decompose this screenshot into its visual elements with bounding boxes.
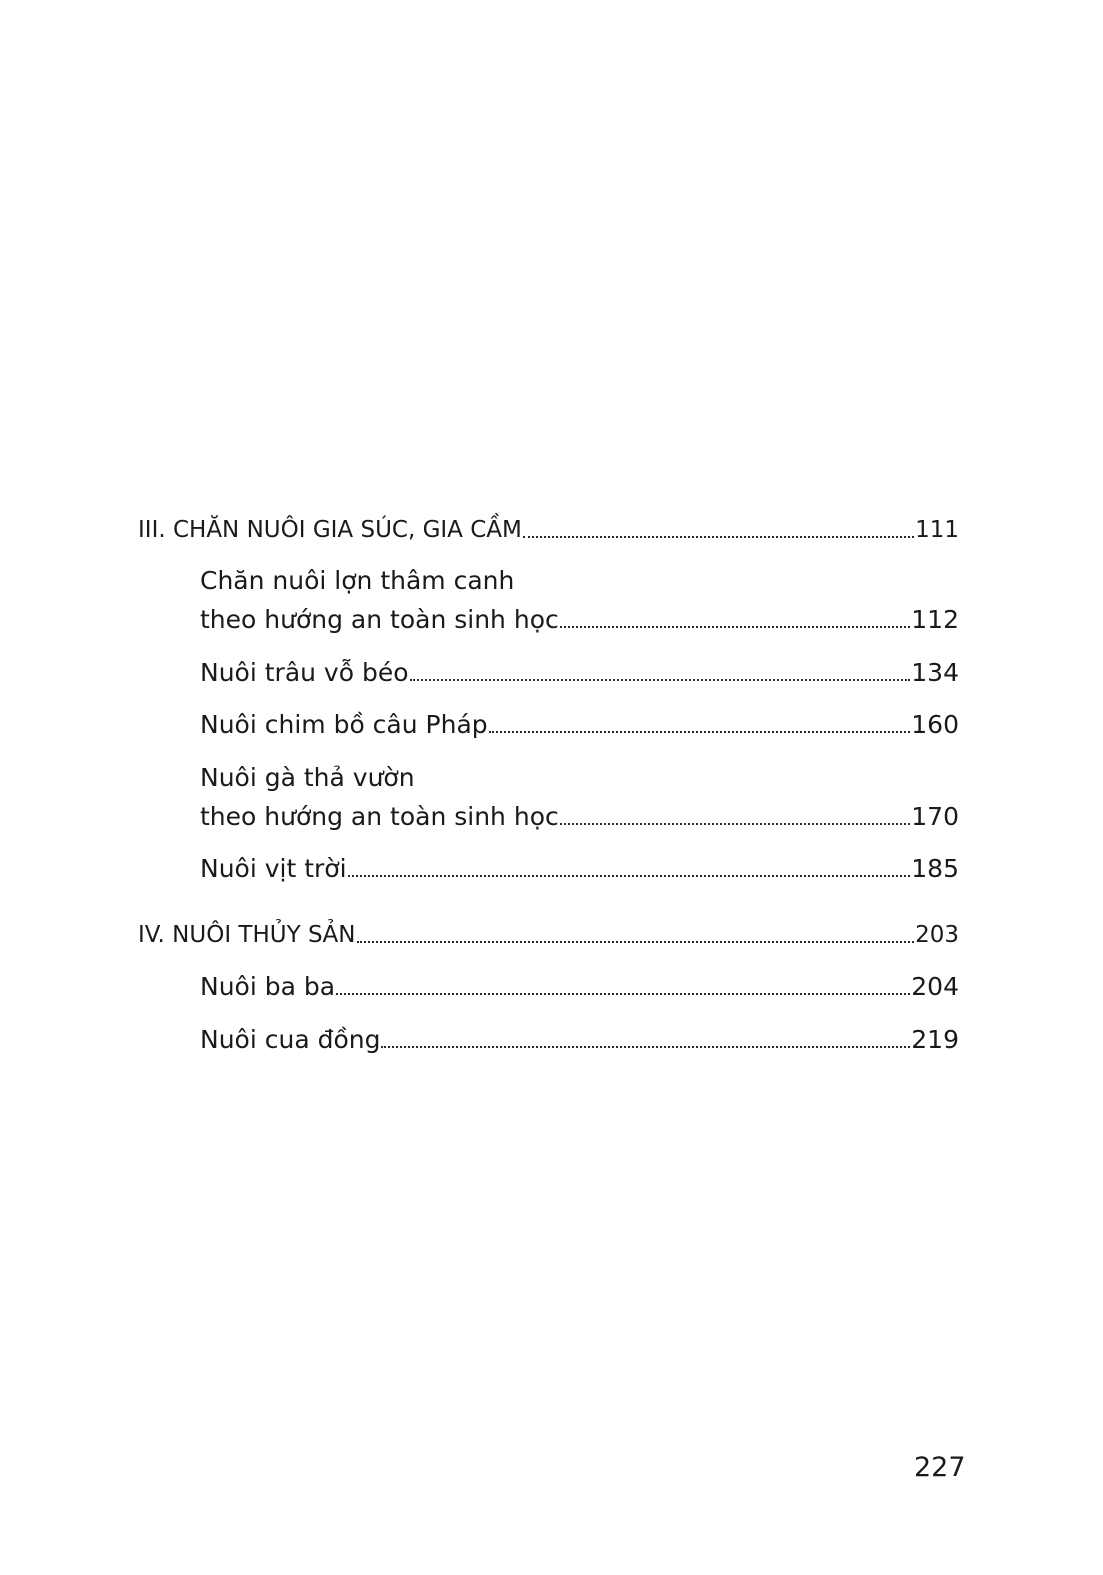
toc-entry[interactable] bbox=[200, 605, 959, 635]
toc-entry-title: Nuôi trâu vỗ béo bbox=[200, 658, 409, 687]
toc-entry-title-line: Chăn nuôi lợn thâm canh bbox=[200, 566, 515, 595]
toc-entry-title: Nuôi ba ba bbox=[200, 972, 336, 1001]
toc-page-number: 170 bbox=[911, 802, 959, 831]
dot-leader bbox=[348, 875, 911, 877]
toc-page-number: 185 bbox=[911, 854, 959, 883]
toc-entry[interactable] bbox=[200, 710, 959, 740]
toc-section-title: IV. NUÔI THỦY SẢN bbox=[138, 922, 356, 948]
dot-leader bbox=[489, 731, 911, 733]
toc-entry[interactable] bbox=[200, 972, 959, 1002]
dot-leader bbox=[523, 536, 914, 538]
dot-leader bbox=[560, 626, 911, 628]
page-number: 227 bbox=[914, 1452, 966, 1483]
toc-entry-title: theo hướng an toàn sinh học bbox=[200, 605, 559, 634]
toc-page-number: 111 bbox=[915, 517, 959, 543]
toc-page-number: 203 bbox=[915, 922, 959, 948]
toc-entry[interactable] bbox=[200, 802, 959, 832]
toc-entry-title-line: Nuôi gà thả vườn bbox=[200, 763, 415, 792]
dot-leader bbox=[381, 1046, 910, 1048]
toc-page-number: 112 bbox=[911, 605, 959, 634]
toc-page-number: 219 bbox=[911, 1025, 959, 1054]
toc-entry[interactable] bbox=[200, 658, 959, 688]
dot-leader bbox=[336, 993, 910, 995]
toc-section-title: III. CHĂN NUÔI GIA SÚC, GIA CẦM bbox=[138, 517, 522, 543]
toc-section-4[interactable] bbox=[138, 920, 959, 950]
dot-leader bbox=[410, 679, 911, 681]
toc-entry-title: theo hướng an toàn sinh học bbox=[200, 802, 559, 831]
toc-entry[interactable] bbox=[200, 854, 959, 884]
toc-page-number: 160 bbox=[911, 710, 959, 739]
toc-entry-title: Nuôi chim bồ câu Pháp bbox=[200, 710, 488, 739]
toc-entry-title: Nuôi cua đồng bbox=[200, 1025, 381, 1054]
toc-page-number: 204 bbox=[911, 972, 959, 1001]
toc-section-3[interactable] bbox=[138, 515, 959, 545]
toc-page-number: 134 bbox=[911, 658, 959, 687]
dot-leader bbox=[357, 941, 915, 943]
dot-leader bbox=[560, 823, 911, 825]
toc-entry[interactable] bbox=[200, 1025, 959, 1055]
toc-entry-title: Nuôi vịt trời bbox=[200, 854, 347, 883]
